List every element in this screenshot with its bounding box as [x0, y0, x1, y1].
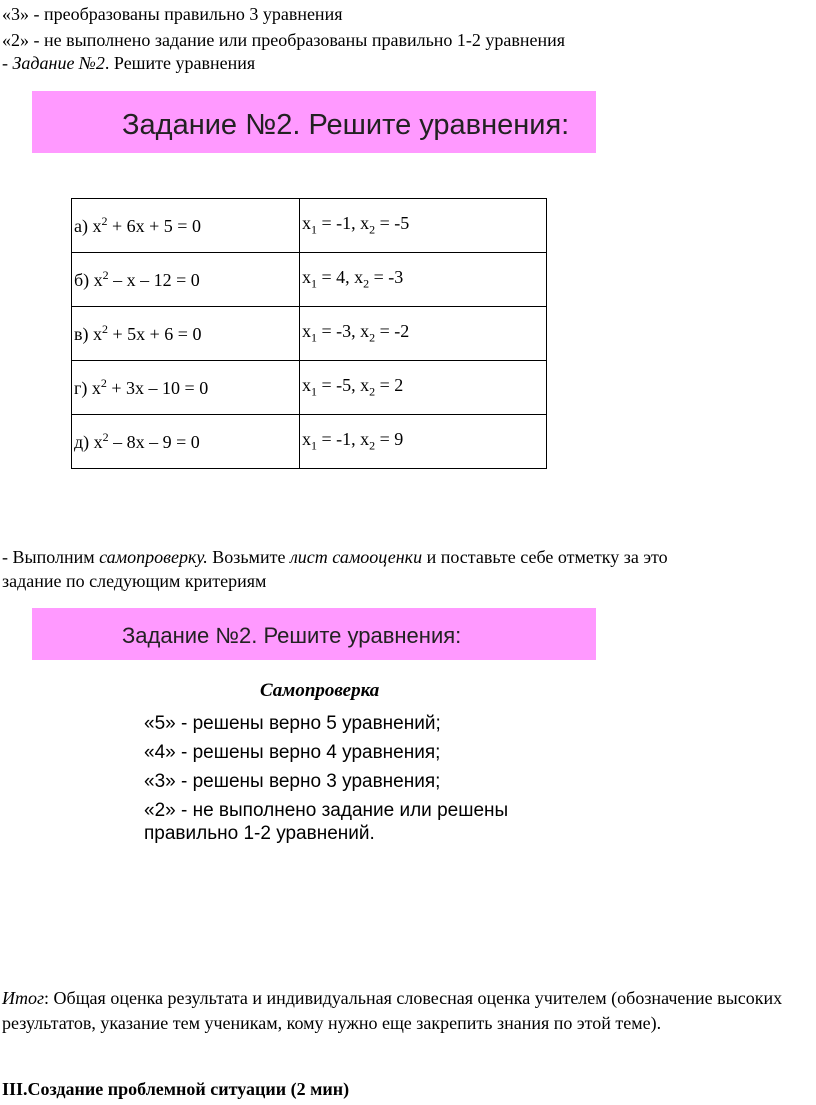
root-sub-2: 2: [363, 276, 370, 291]
root-2: = 2: [375, 375, 404, 396]
criteria-line-3: «3» - преобразованы правильно 3 уравнения: [2, 4, 343, 24]
equation-rest: – x – 12 = 0: [108, 270, 200, 290]
selfcheck-p1: - Выполним: [2, 547, 100, 567]
section-heading: III.Создание проблемной ситуации (2 мин): [2, 1079, 350, 1099]
slide2-title: Задание №2. Решите уравнения:: [122, 623, 462, 648]
criterion-3: «3» - решены верно 3 уравнения;: [144, 771, 441, 792]
root-sub-1: 1: [311, 330, 317, 345]
exponent: 2: [102, 430, 109, 444]
task-name: Задание №2: [12, 53, 105, 73]
criterion-2: «2» - не выполнено задание или решены: [144, 800, 509, 821]
roots-cell: [300, 415, 547, 469]
roots-cell: [300, 199, 547, 253]
root-var: x: [302, 429, 311, 450]
selfcheck-heading: Самопроверка: [260, 680, 380, 701]
root-2: = -5: [375, 213, 410, 234]
equation-rest: + 5x + 6 = 0: [108, 324, 202, 344]
root-var: x: [302, 375, 311, 396]
selfcheck-italic-2: лист самооценки: [289, 547, 423, 567]
equation-cell: [72, 307, 300, 361]
exponent: 2: [100, 376, 107, 390]
root-1: = -5,: [317, 375, 361, 396]
equation-cell: [72, 253, 300, 307]
equation-rest: + 3x – 10 = 0: [106, 378, 209, 398]
selfcheck-p2: Возьмите: [207, 547, 290, 567]
exponent: 2: [102, 322, 108, 336]
equation-label: б) x: [74, 270, 103, 290]
task-prefix: -: [2, 53, 13, 73]
slide2-title-box: [32, 608, 596, 660]
equation-row: [72, 307, 547, 361]
equation-rest: + 6x + 5 = 0: [107, 216, 201, 236]
criteria-line-2: «2» - не выполнено задание или преобразованы правильно 1-2 уравнения: [2, 30, 566, 50]
equation-label: д) x: [74, 432, 103, 452]
itog-label: Итог: [2, 988, 45, 1008]
slide-title: Задание №2. Решите уравнения:: [122, 109, 570, 141]
root-2: = 9: [375, 429, 404, 450]
criterion-4: «4» - решены верно 4 уравнения;: [144, 742, 441, 763]
root-var: x: [360, 429, 370, 450]
itog-paragraph: [2, 986, 802, 1035]
root-1: = -3,: [317, 321, 361, 342]
equation-row: [72, 253, 547, 307]
equation-cell: [72, 199, 300, 253]
root-sub-2: 2: [369, 384, 376, 399]
equation-cell: [72, 361, 300, 415]
equation-row: [72, 361, 547, 415]
exponent: 2: [101, 214, 108, 228]
selfcheck-p3: и поставьте себе отметку за это: [422, 547, 668, 567]
equations-table: [71, 198, 547, 469]
root-1: = -1,: [317, 429, 361, 450]
root-sub-2: 2: [369, 222, 376, 237]
slide-title-box: [32, 91, 596, 153]
root-var: x: [302, 213, 311, 234]
selfcheck-text-line-1: [2, 546, 668, 568]
exponent: 2: [102, 268, 109, 282]
equation-row: [72, 415, 547, 469]
itog-text: : Общая оценка результата и индивидуальная словесная оценка учителем (обозначение высоких результатов, указание тем ученикам, кому нужно еще закрепить знания по этой теме).: [2, 988, 783, 1033]
selfcheck-text-line-2: задание по следующим критериям: [2, 571, 267, 591]
root-sub-2: 2: [369, 330, 376, 345]
equation-rest: – 8x – 9 = 0: [108, 432, 200, 452]
root-sub-1: 1: [311, 276, 317, 291]
root-2: = -2: [375, 321, 410, 342]
equation-row: [72, 199, 547, 253]
equation-label: г) x: [74, 378, 101, 398]
criterion-5: «5» - решены верно 5 уравнений;: [144, 713, 441, 734]
task-line: [2, 52, 255, 74]
equation-cell: [72, 415, 300, 469]
root-1: = 4,: [317, 267, 355, 288]
root-2: = -3: [369, 267, 404, 288]
equation-label: в) x: [74, 324, 102, 344]
root-var: x: [302, 321, 311, 342]
root-sub-1: 1: [311, 384, 317, 399]
root-var: x: [302, 267, 311, 288]
root-var: x: [354, 267, 364, 288]
root-sub-1: 1: [311, 222, 317, 237]
task-rest: . Решите уравнения: [104, 53, 256, 73]
root-sub-1: 1: [311, 438, 317, 453]
root-var: x: [360, 213, 370, 234]
roots-cell: [300, 361, 547, 415]
selfcheck-italic-1: самопроверку.: [99, 547, 208, 567]
root-1: = -1,: [317, 213, 361, 234]
root-var: x: [360, 375, 370, 396]
equation-label: а) x: [74, 216, 102, 236]
roots-cell: [300, 253, 547, 307]
root-var: x: [360, 321, 370, 342]
roots-cell: [300, 307, 547, 361]
root-sub-2: 2: [369, 438, 376, 453]
criterion-2-cont: правильно 1-2 уравнений.: [144, 823, 375, 844]
